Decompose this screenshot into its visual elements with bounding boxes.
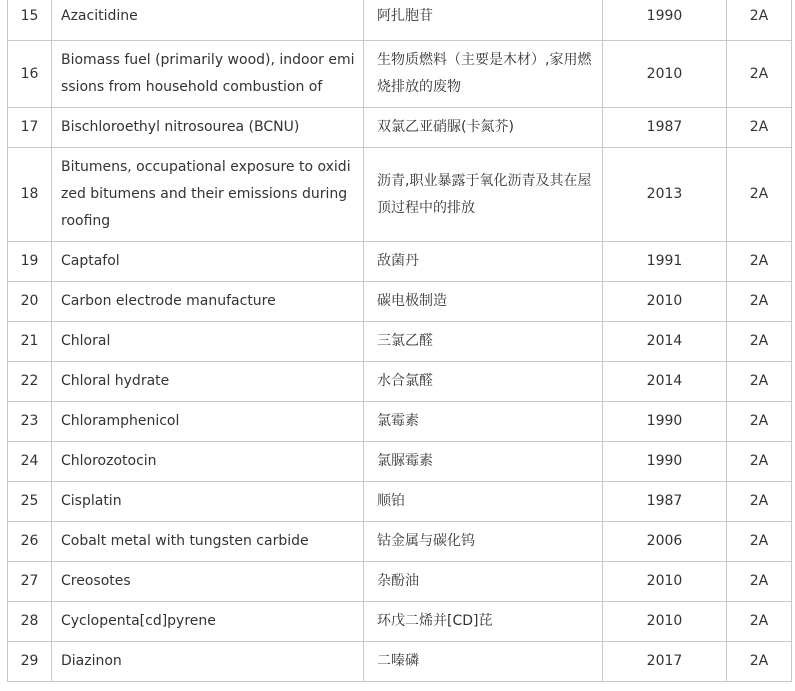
agent-name: Carbon electrode manufacture [52,282,364,322]
agent-name: Captafol [52,242,364,282]
agent-name-zh: 环戊二烯并[CD]芘 [364,602,603,642]
group-classification: 2A [727,148,792,242]
row-number: 19 [8,242,52,282]
row-number: 25 [8,482,52,522]
agent-name-zh: 阿扎胞苷 [364,0,603,41]
group-classification: 2A [727,602,792,642]
evaluation-year: 1990 [603,402,727,442]
agent-name-zh: 钴金属与碳化钨 [364,522,603,562]
agent-name: Chlorozotocin [52,442,364,482]
group-classification: 2A [727,482,792,522]
evaluation-year: 2014 [603,362,727,402]
row-number: 27 [8,562,52,602]
group-classification: 2A [727,642,792,682]
table-row [8,41,792,108]
table-row [8,402,792,442]
agent-name-zh: 敌菌丹 [364,242,603,282]
agent-name-zh: 生物质燃料（主要是木材）,家用燃烧排放的废物 [364,41,603,108]
agent-name: Bitumens, occupational exposure to oxidized bitumens and their emissions during roofing [52,148,364,242]
table-row [8,562,792,602]
table-row [8,0,792,41]
table-row [8,482,792,522]
evaluation-year: 1987 [603,108,727,148]
agent-name-zh: 氯脲霉素 [364,442,603,482]
table-row [8,108,792,148]
agent-name: Chloral [52,322,364,362]
evaluation-year: 2010 [603,282,727,322]
row-number: 16 [8,41,52,108]
table-row [8,242,792,282]
row-number: 22 [8,362,52,402]
evaluation-year: 1990 [603,442,727,482]
table-row [8,442,792,482]
agent-name: Chloramphenicol [52,402,364,442]
agent-name-zh: 杂酚油 [364,562,603,602]
evaluation-year: 1990 [603,0,727,41]
evaluation-year: 2006 [603,522,727,562]
evaluation-year: 2010 [603,562,727,602]
row-number: 15 [8,0,52,41]
group-classification: 2A [727,402,792,442]
row-number: 28 [8,602,52,642]
group-classification: 2A [727,562,792,602]
evaluation-year: 1987 [603,482,727,522]
group-classification: 2A [727,0,792,41]
table-row [8,282,792,322]
group-classification: 2A [727,242,792,282]
row-number: 29 [8,642,52,682]
row-number: 24 [8,442,52,482]
agent-name: Biomass fuel (primarily wood), indoor emissions from household combustion of [52,41,364,108]
table-row [8,522,792,562]
group-classification: 2A [727,362,792,402]
row-number: 23 [8,402,52,442]
group-classification: 2A [727,442,792,482]
table-row [8,602,792,642]
agent-name: Bischloroethyl nitrosourea (BCNU) [52,108,364,148]
group-classification: 2A [727,522,792,562]
row-number: 26 [8,522,52,562]
group-classification: 2A [727,322,792,362]
table-row [8,362,792,402]
carcinogen-table [7,0,792,682]
group-classification: 2A [727,41,792,108]
agent-name-zh: 水合氯醛 [364,362,603,402]
agent-name: Creosotes [52,562,364,602]
agent-name: Cisplatin [52,482,364,522]
agent-name-zh: 碳电极制造 [364,282,603,322]
agent-name-zh: 顺铂 [364,482,603,522]
agent-name-zh: 二嗪磷 [364,642,603,682]
agent-name: Cyclopenta[cd]pyrene [52,602,364,642]
evaluation-year: 2010 [603,602,727,642]
evaluation-year: 1991 [603,242,727,282]
group-classification: 2A [727,108,792,148]
evaluation-year: 2017 [603,642,727,682]
carcinogen-table-container [7,0,791,682]
row-number: 21 [8,322,52,362]
agent-name-zh: 三氯乙醛 [364,322,603,362]
agent-name: Cobalt metal with tungsten carbide [52,522,364,562]
table-row [8,322,792,362]
agent-name-zh: 氯霉素 [364,402,603,442]
evaluation-year: 2014 [603,322,727,362]
agent-name: Diazinon [52,642,364,682]
agent-name-zh: 沥青,职业暴露于氧化沥青及其在屋顶过程中的排放 [364,148,603,242]
table-row [8,642,792,682]
row-number: 17 [8,108,52,148]
row-number: 18 [8,148,52,242]
group-classification: 2A [727,282,792,322]
row-number: 20 [8,282,52,322]
table-body [8,0,792,682]
evaluation-year: 2013 [603,148,727,242]
agent-name: Chloral hydrate [52,362,364,402]
agent-name: Azacitidine [52,0,364,41]
evaluation-year: 2010 [603,41,727,108]
agent-name-zh: 双氯乙亚硝脲(卡氮芥) [364,108,603,148]
table-row [8,148,792,242]
